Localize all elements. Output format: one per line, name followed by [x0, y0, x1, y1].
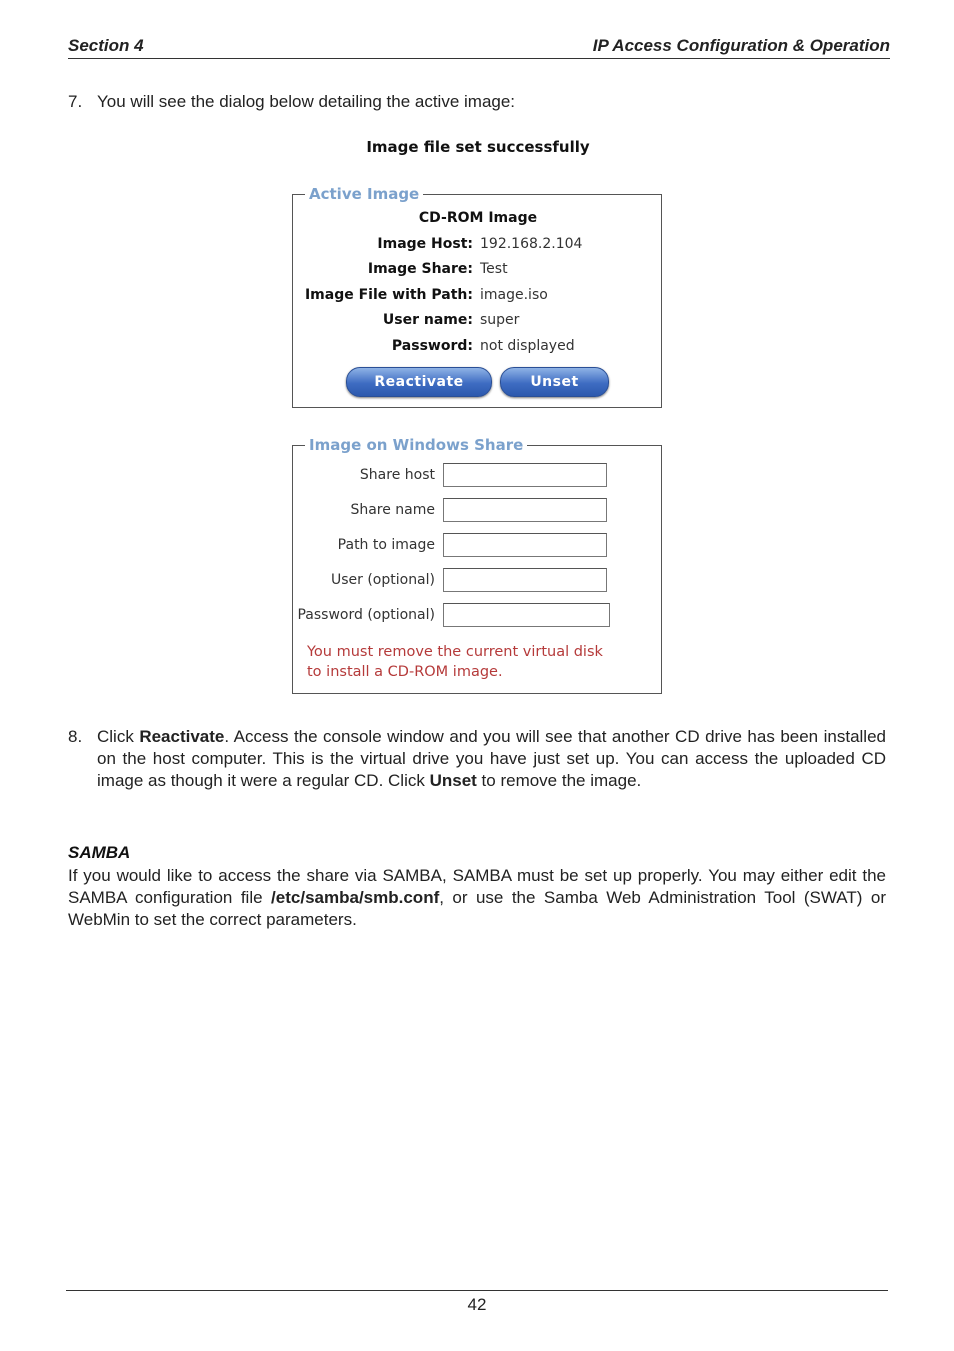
- field-label: Share host: [359, 467, 435, 483]
- text-run: If you would like to access the share via SAMBA, SAMBA must be set up properly. You may either edit the SAMBA configuration file: [68, 866, 886, 907]
- text-run: . Access the console window and you will see that another CD drive has been installed on the host computer. This is the virtual drive you have just set up. You can access the uploaded CD image as though it were a regular CD. Click: [97, 727, 886, 790]
- warning-line: to install a CD-ROM image.: [307, 664, 503, 680]
- field-label: Share name: [350, 502, 435, 518]
- image-share-row: [293, 261, 661, 283]
- path-segment: smb.conf: [363, 888, 440, 907]
- warning-line: You must remove the current virtual disk: [307, 644, 603, 660]
- field-label: Password (optional): [297, 607, 435, 623]
- field-value: Test: [480, 261, 508, 277]
- field-value: super: [480, 312, 520, 328]
- field-label: Image Host:: [377, 236, 473, 252]
- section-label: Section 4: [68, 36, 144, 55]
- field-label: User name:: [382, 312, 473, 328]
- dialog-title: Image file set successfully: [366, 138, 590, 156]
- path-segment: samba: [305, 888, 359, 907]
- field-value: image.iso: [480, 287, 548, 303]
- path-segment: etc: [275, 888, 301, 907]
- unset-button[interactable]: Unset: [500, 367, 609, 397]
- field-label: User (optional): [330, 572, 435, 588]
- share-name-input[interactable]: [443, 498, 607, 522]
- path-separator: /: [358, 888, 364, 907]
- password-row: [293, 338, 661, 360]
- page-header: [68, 34, 890, 59]
- path-to-image-row: [293, 533, 661, 559]
- reactivate-button[interactable]: Reactivate: [346, 367, 492, 397]
- page-number: 42: [467, 1295, 487, 1314]
- step-text: [97, 726, 886, 792]
- reactivate-term: Reactivate: [139, 727, 225, 746]
- active-image-panel: [292, 185, 662, 408]
- cdrom-heading: CD-ROM Image: [418, 210, 538, 226]
- field-value: not displayed: [480, 338, 575, 354]
- user-name-row: [293, 312, 661, 334]
- path-to-image-input[interactable]: [443, 533, 607, 557]
- samba-paragraph: [68, 865, 886, 931]
- password-input[interactable]: [443, 603, 610, 627]
- step-text: You will see the dialog below detailing the active image:: [97, 92, 516, 111]
- user-optional-row: [293, 568, 661, 594]
- share-host-input[interactable]: [443, 463, 607, 487]
- step-number: 8.: [68, 727, 83, 746]
- field-label: Path to image: [337, 537, 435, 553]
- user-input[interactable]: [443, 568, 607, 592]
- windows-share-legend: Image on Windows Share: [305, 436, 527, 454]
- password-optional-row: [293, 603, 661, 629]
- field-label: Image Share:: [367, 261, 473, 277]
- remove-disk-warning: [307, 642, 647, 682]
- step-number: 7.: [68, 92, 83, 111]
- share-host-row: [293, 463, 661, 489]
- path-separator: /: [271, 888, 276, 907]
- text-run: Click: [97, 727, 140, 746]
- path-separator: /: [300, 888, 306, 907]
- field-value: 192.168.2.104: [480, 236, 583, 252]
- image-host-row: [293, 236, 661, 258]
- footer-divider: [66, 1290, 888, 1291]
- samba-heading: SAMBA: [68, 843, 131, 862]
- unset-term: Unset: [429, 771, 477, 790]
- windows-share-panel: [292, 436, 662, 694]
- text-run: , or use the Samba Web Administration Tool (SWAT) or WebMin to set the correct parameters.: [68, 888, 886, 929]
- active-image-legend: Active Image: [305, 185, 423, 203]
- share-name-row: [293, 498, 661, 524]
- field-label: Password:: [391, 338, 473, 354]
- text-run: to remove the image.: [476, 771, 642, 790]
- chapter-title: IP Access Configuration & Operation: [592, 36, 890, 55]
- field-label: Image File with Path:: [304, 287, 473, 303]
- image-file-row: [293, 287, 661, 309]
